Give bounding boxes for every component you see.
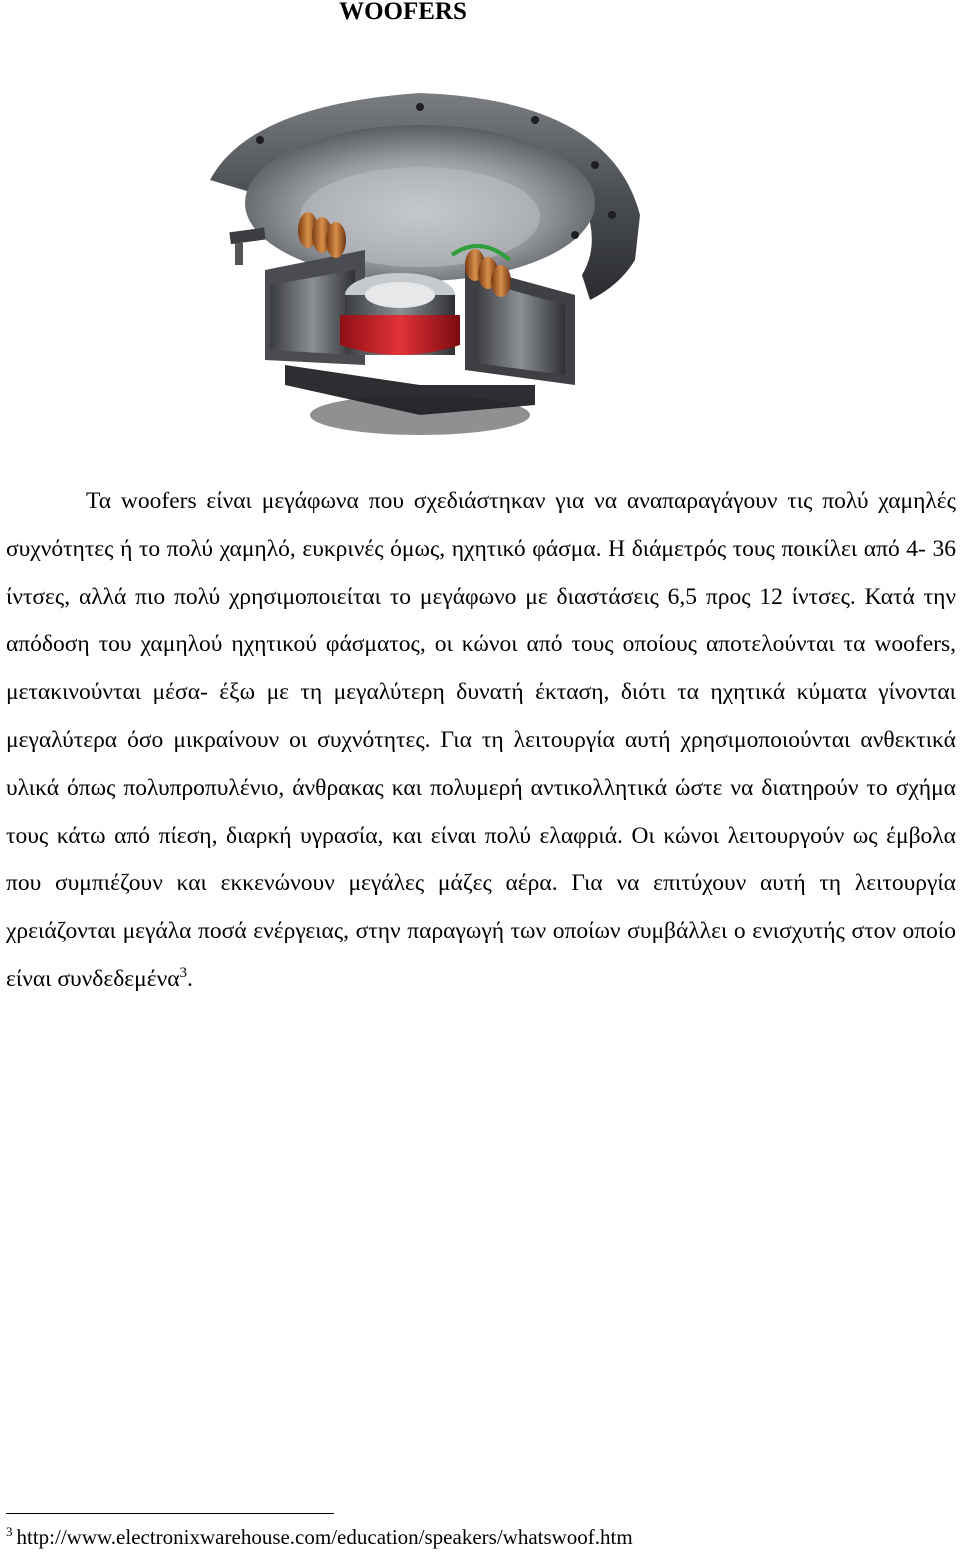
page-title: WOOFERS — [339, 0, 467, 25]
footnote — [6, 1522, 633, 1552]
footnote-url: http://www.electronixwarehouse.com/education/speakers/whatswoof.htm — [16, 1525, 633, 1549]
footnote-reference: 3 — [179, 964, 188, 981]
footnote-separator — [6, 1513, 334, 1514]
footnote-mark: 3 — [6, 1524, 13, 1539]
woofer-cutaway-image — [190, 85, 650, 450]
paragraph-text: Τα woofers είναι μεγάφωνα που σχεδιάστηκαν για να αναπαραγάγουν τις πολύ χαμηλές συχνότητες ή το πολύ χαμηλό, ευκρινές όμως, ηχητικό φάσμα. Η διάμετρός τους ποικίλει από 4- 36 ίντσες, αλλά πιο πολύ χρησιμοποιείται το μεγάφωνο με διαστάσεις 6,5 προς 12 ίντσες. Κατά την απόδοση του χαμηλού ηχητικού φάσματος, οι κώνοι από τους οποίους αποτελούνται τα woofers, μετακινούνται μέσα- έξω με τη μεγαλύτερη δυνατή έκταση, διότι τα ηχητικά κύματα γίνονται μεγαλύτερα όσο μικραίνουν οι συχνότητες. Για τη λειτουργία αυτή χρησιμοποιούνται ανθεκτικά υλικά όπως πολυπροπυλένιο, άνθρακας και πολυμερή αντικολλητικά ώστε να διατηρούν το σχήμα τους κάτω από πίεση, διαρκή υγρασία, και είναι πολύ ελαφριά. Οι κώνοι λειτουργούν ως έμβολα που συμπιέζουν και εκκενώνουν μεγάλες μάζες αέρα. Για να επιτύχουν αυτή τη λειτουργία χρειάζονται μεγάλα ποσά ενέργειας, στην παραγωγή των οποίων συμβάλλει ο ενισχυτής στον οποίο είναι συνδεδεμένα — [6, 488, 956, 992]
body-paragraph — [6, 478, 956, 1004]
paragraph-end: . — [187, 965, 193, 992]
